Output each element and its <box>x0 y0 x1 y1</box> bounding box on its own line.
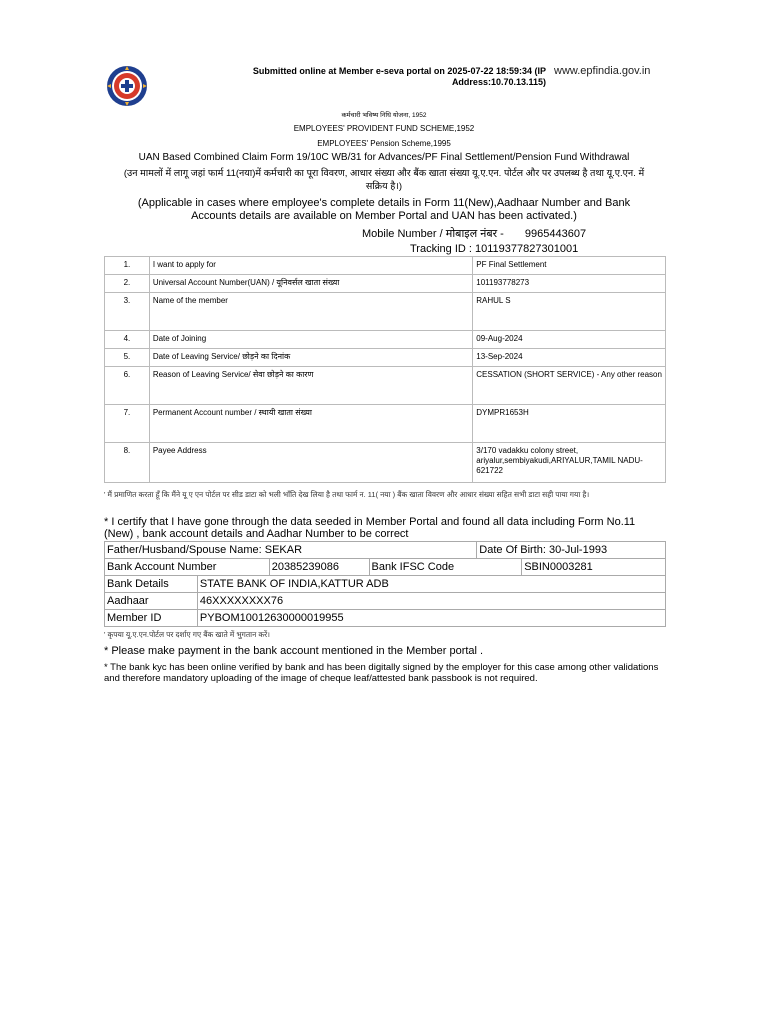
mobile-number-row <box>362 226 586 241</box>
row-number: 3. <box>105 293 150 331</box>
row-label: Payee Address <box>149 443 472 483</box>
tracking-label: Tracking ID : <box>410 243 472 255</box>
row-number: 6. <box>105 367 150 405</box>
bank-account-label: Bank Account Number <box>105 559 270 576</box>
father-name: Father/Husband/Spouse Name: SEKAR <box>105 542 477 559</box>
table-row <box>105 275 666 293</box>
aadhaar-label: Aadhaar <box>105 593 198 610</box>
aadhaar-value: 46XXXXXXXX76 <box>197 593 665 610</box>
table-row <box>105 405 666 443</box>
website-url: www.epfindia.gov.in <box>554 65 651 77</box>
row-label: Permanent Account number / स्थायी खाता संख्या <box>149 405 472 443</box>
table-row <box>105 542 666 559</box>
bank-details-table <box>104 541 666 627</box>
row-value: RAHUL S <box>473 293 666 331</box>
kyc-note: * The bank kyc has been online verified by bank and has been digitally signed by the employer for this case among other validations and therefore mandatory uploading of the image of cheque leaf/attested bank passbook is not required. <box>104 662 659 684</box>
table-row <box>105 257 666 275</box>
mobile-value: 9965443607 <box>524 228 587 240</box>
tracking-value: 10119377827301001 <box>475 243 579 255</box>
form-title: UAN Based Combined Claim Form 19/10C WB/31 for Advances/PF Final Settlement/Pension Fund Withdrawal <box>138 152 630 163</box>
epf-scheme-title: EMPLOYEES' PROVIDENT FUND SCHEME,1952 <box>293 124 475 133</box>
row-value: 3/170 vadakku colony street, ariyalur,sembiyakudi,ARIYALUR,TAMIL NADU-621722 <box>473 443 666 483</box>
row-value: 13-Sep-2024 <box>473 349 666 367</box>
member-id-label: Member ID <box>105 610 198 627</box>
bank-details-value: STATE BANK OF INDIA,KATTUR ADB <box>197 576 665 593</box>
member-id-value: PYBOM10012630000019955 <box>197 610 665 627</box>
row-number: 5. <box>105 349 150 367</box>
row-number: 1. <box>105 257 150 275</box>
applicability-note: (Applicable in cases where employee's complete details in Form 11(New),Aadhaar Number and Bank Accounts details are available on Member Portal and UAN has been activated.) <box>137 197 631 222</box>
row-value: 09-Aug-2024 <box>473 331 666 349</box>
row-number: 8. <box>105 443 150 483</box>
row-label: Name of the member <box>149 293 472 331</box>
row-value: CESSATION (SHORT SERVICE) - Any other reason <box>473 367 666 405</box>
table-row <box>105 349 666 367</box>
hindi-payment-note: ' कृपया यू.ए.एन.पोर्टल पर दर्शाए गए बैंक खाते में भुगतान करें। <box>104 630 271 639</box>
table-row <box>105 576 666 593</box>
date-of-birth: Date Of Birth: 30-Jul-1993 <box>477 542 666 559</box>
row-label: I want to apply for <box>149 257 472 275</box>
epfo-logo-icon <box>106 65 148 107</box>
submission-info: Submitted online at Member e-seva portal on 2025-07-22 18:59:34 (IP Address:10.70.13.115) <box>252 66 546 87</box>
row-number: 4. <box>105 331 150 349</box>
row-label: Universal Account Number(UAN) / यूनिवर्सल खाता संख्या <box>149 275 472 293</box>
table-row <box>105 331 666 349</box>
bank-account-value: 20385239086 <box>269 559 369 576</box>
mobile-label: Mobile Number / मोबाइल नंबर - <box>362 228 504 240</box>
bank-details-label: Bank Details <box>105 576 198 593</box>
table-row <box>105 443 666 483</box>
hindi-scheme-title: कर्मचारी भविष्य निधि योजना, 1952 <box>341 112 427 119</box>
row-label: Date of Joining <box>149 331 472 349</box>
row-number: 7. <box>105 405 150 443</box>
eps-scheme-title: EMPLOYEES' Pension Scheme,1995 <box>317 139 451 148</box>
row-number: 2. <box>105 275 150 293</box>
table-row <box>105 293 666 331</box>
payment-note: * Please make payment in the bank account mentioned in the Member portal . <box>104 645 484 657</box>
hindi-certification: ' मैं प्रमाणित करता हूँ कि मैंने यू ए एन पोर्टल पर सीड डाटा को भली भाँति देख लिया है तथा फार्म न. 11( नया ) बैंक खाता विवरण और आधार संख्या सहित सभी डाटा सही पाया गया है। <box>104 490 590 499</box>
table-row <box>105 559 666 576</box>
table-row <box>105 367 666 405</box>
row-label: Date of Leaving Service/ छोड़ने का दिनांक <box>149 349 472 367</box>
ifsc-label: Bank IFSC Code <box>369 559 522 576</box>
row-value: 101193778273 <box>473 275 666 293</box>
certification-statement: * I certify that I have gone through the data seeded in Member Portal and found all data including Form No.11 (New) , bank account details and Aadhar Number to be correct <box>104 516 636 540</box>
row-label: Reason of Leaving Service/ सेवा छोड़ने का कारण <box>149 367 472 405</box>
table-row <box>105 610 666 627</box>
claim-details-table <box>104 256 666 483</box>
row-value: DYMPR1653H <box>473 405 666 443</box>
tracking-id-row <box>410 243 578 255</box>
ifsc-value: SBIN0003281 <box>522 559 666 576</box>
row-value: PF Final Settlement <box>473 257 666 275</box>
table-row <box>105 593 666 610</box>
hindi-applicability: (उन मामलों में लागू जहां फार्म 11(नया)में कर्मचारी का पूरा विवरण, आधार संख्या और बैंक खाता संख्या यू.ए.एन. पोर्टल और पर उपलब्ध है तथा यू.ए.एन. में सक्रिय है।) <box>123 168 645 192</box>
